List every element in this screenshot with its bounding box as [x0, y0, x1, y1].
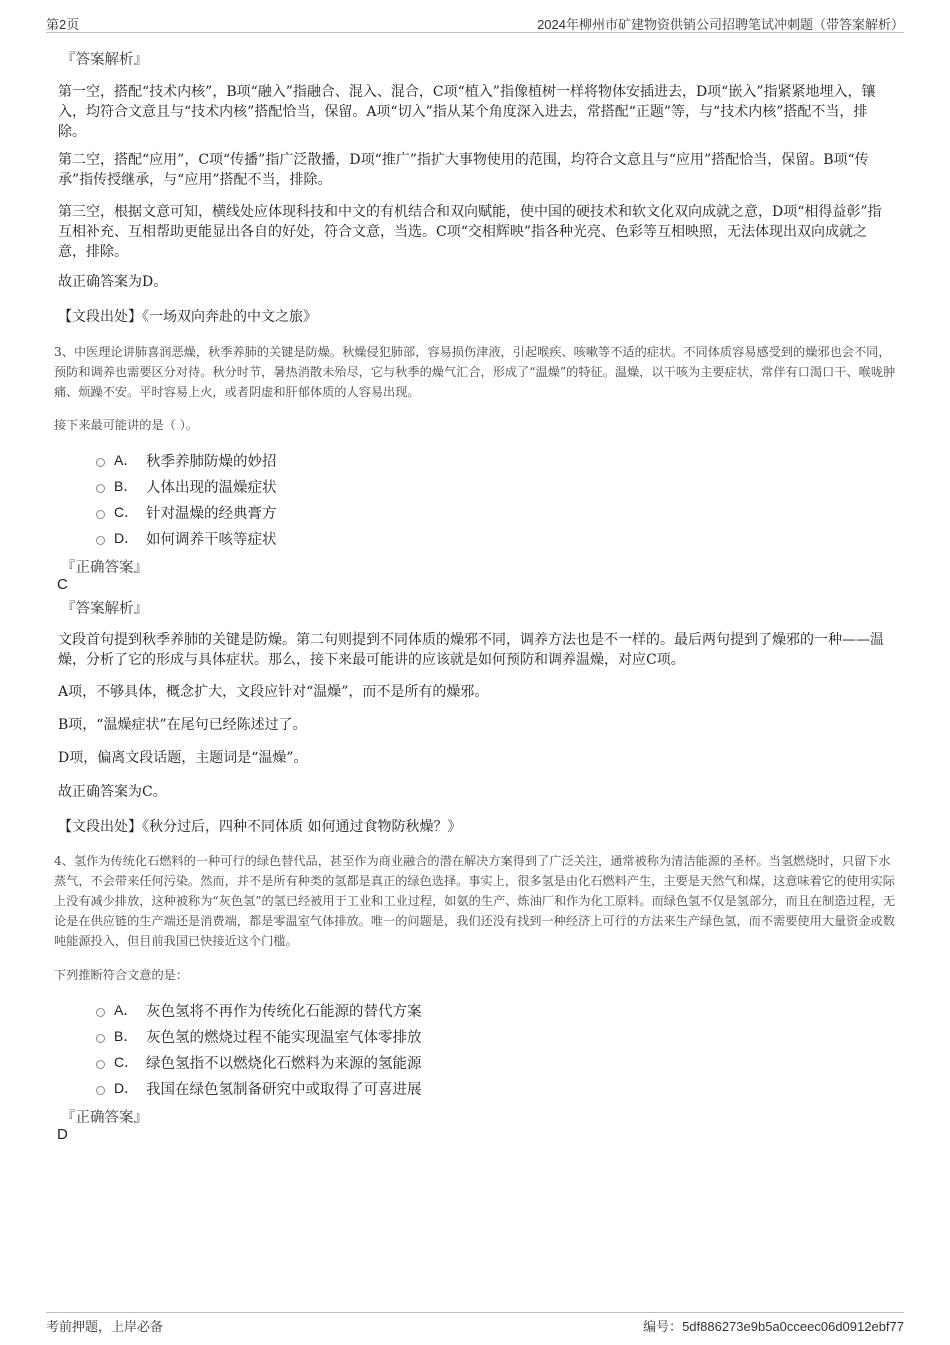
- radio-icon[interactable]: [96, 1086, 105, 1095]
- conclusion: 故正确答案为D。: [58, 274, 168, 290]
- option-d[interactable]: [96, 528, 277, 548]
- document-title: 2024年柳州市矿建物资供销公司招聘笔试冲刺题（带答案解析）: [537, 17, 904, 32]
- conclusion: 故正确答案为C。: [58, 784, 167, 800]
- page-header: [46, 14, 904, 33]
- option-letter: A．: [114, 1002, 138, 1018]
- analysis-paragraph: 第一空，搭配“技术内核”，B项“融入”指融合、混入、混合，C项“植入”指像植树一样将物体安插进去，D项“嵌入”指紧紧地埋入，镶入，均符合文意且与“技术内核”搭配恰当，保留。A项“切入”指从某个角度深入进去，常搭配“正题”等，与“技术内核”搭配不当，排除。: [58, 84, 876, 140]
- analysis-paragraph: 文段首句提到秋季养肺的关键是防燥。第二句则提到不同体质的燥邪不同，调养方法也是不一样的。最后两句提到了燥邪的一种——温燥，分析了它的形成与具体症状。那么，接下来最可能讲的应该就是如何预防和调养温燥，对应C项。: [58, 632, 884, 668]
- option-letter: B．: [114, 1028, 138, 1044]
- option-d[interactable]: [96, 1078, 422, 1098]
- radio-icon[interactable]: [96, 1008, 105, 1017]
- option-letter: B．: [114, 478, 138, 494]
- option-c[interactable]: [96, 502, 277, 522]
- option-c[interactable]: [96, 1052, 422, 1072]
- option-b[interactable]: [96, 1026, 422, 1046]
- option-letter: C．: [114, 1054, 139, 1070]
- page-number: 第2页: [46, 17, 80, 32]
- analysis-paragraph: D项，偏离文段话题，主题词是“温燥”。: [58, 750, 308, 766]
- question-stem: 接下来最可能讲的是（ ）。: [54, 418, 199, 432]
- correct-answer-label: 『正确答案』: [61, 560, 148, 576]
- option-letter: D．: [114, 530, 139, 546]
- option-text: 如何调养干咳等症状: [146, 531, 277, 548]
- question-stem: 下列推断符合文意的是：: [54, 968, 189, 982]
- radio-icon[interactable]: [96, 1034, 105, 1043]
- option-text: 针对温燥的经典膏方: [146, 505, 277, 522]
- question-passage: 3、中医理论讲肺喜润恶燥，秋季养肺的关键是防燥。秋燥侵犯肺部，容易损伤津液，引起喉疾、咳嗽等不适的症状。不同体质容易感受到的燥邪也会不同，预防和调养也需要区分对待。秋分时节，暑热消散未殆尽，它与秋季的燥气汇合，形成了“温燥”的特征。温燥，以干咳为主要症状，常伴有口渴口干、喉咙肿痛、烦躁不安。平时容易上火，或者阴虚和肝郁体质的人容易出现。: [54, 345, 896, 399]
- analysis-paragraph: 第二空，搭配“应用”，C项“传播”指广泛散播，D项“推广”指扩大事物使用的范围，均符合文意且与“应用”搭配恰当，保留。B项“传承”指传授继承，与“应用”搭配不当，排除。: [58, 152, 869, 188]
- correct-answer: D: [57, 1126, 68, 1143]
- radio-icon[interactable]: [96, 536, 105, 545]
- radio-icon[interactable]: [96, 484, 105, 493]
- option-b[interactable]: [96, 476, 277, 496]
- option-text: 人体出现的温燥症状: [146, 479, 277, 496]
- analysis-label: 『答案解析』: [61, 601, 148, 617]
- radio-icon[interactable]: [96, 1060, 105, 1069]
- document-id: 编号：5df886273e9b5a0cceec06d0912ebf77: [643, 1319, 904, 1334]
- analysis-paragraph: A项，不够具体，概念扩大，文段应针对“温燥”，而不是所有的燥邪。: [58, 684, 489, 700]
- correct-answer-label: 『正确答案』: [61, 1110, 148, 1126]
- analysis-paragraph: 第三空，根据文意可知，横线处应体现科技和中文的有机结合和双向赋能，使中国的硬技术和软文化双向成就之意，D项“相得益彰”指互相补充、互相帮助更能显出各自的好处，符合文意，当选。C项“交相辉映”指各种光亮、色彩等互相映照，无法体现出双向成就之意，排除。: [58, 204, 882, 260]
- correct-answer: C: [57, 576, 68, 593]
- question-passage: 4、氢作为传统化石燃料的一种可行的绿色替代品，甚至作为商业融合的潜在解决方案得到了广泛关注，通常被称为清洁能源的圣杯。当氢燃烧时，只留下水蒸气，不会带来任何污染。然而，并不是所有种类的氢都是真正的绿色选择。事实上，很多氢是由化石燃料产生，主要是天然气和煤，这意味着它的使用实际上没有减少排放，这种被称为“灰色氢”的氢已经被用于工业和工业过程，如氨的生产、炼油厂和作为化工原料。而绿色氢不仅是氢部分，而且在制造过程，无论是在供应链的生产端还是消费端，都是零温室气体排放。唯一的问题是，我们还没有找到一种经济上可行的方法来生产绿色氢，而不需要使用大量资金或数吨能源投入，但目前我国已快接近这个门槛。: [54, 854, 896, 948]
- option-text: 我国在绿色氢制备研究中或取得了可喜进展: [146, 1081, 422, 1098]
- footer-slogan: 考前押题，上岸必备: [46, 1319, 164, 1334]
- radio-icon[interactable]: [96, 458, 105, 467]
- analysis-label: 『答案解析』: [61, 52, 148, 68]
- option-a[interactable]: [96, 1000, 422, 1020]
- passage-source: 【文段出处】《秋分过后，四种不同体质 如何通过食物防秋燥？》: [58, 819, 462, 835]
- option-text: 秋季养肺防燥的妙招: [146, 453, 277, 470]
- option-letter: D．: [114, 1080, 139, 1096]
- option-text: 灰色氢的燃烧过程不能实现温室气体零排放: [146, 1029, 422, 1046]
- analysis-paragraph: B项，“温燥症状”在尾句已经陈述过了。: [58, 717, 307, 733]
- option-text: 灰色氢将不再作为传统化石能源的替代方案: [146, 1003, 422, 1020]
- option-letter: A．: [114, 452, 138, 468]
- option-a[interactable]: [96, 450, 277, 470]
- option-text: 绿色氢指不以燃烧化石燃料为来源的氢能源: [146, 1055, 422, 1072]
- radio-icon[interactable]: [96, 510, 105, 519]
- option-letter: C．: [114, 504, 139, 520]
- page-footer: [46, 1312, 904, 1333]
- passage-source: 【文段出处】《一场双向奔赴的中文之旅》: [58, 309, 317, 325]
